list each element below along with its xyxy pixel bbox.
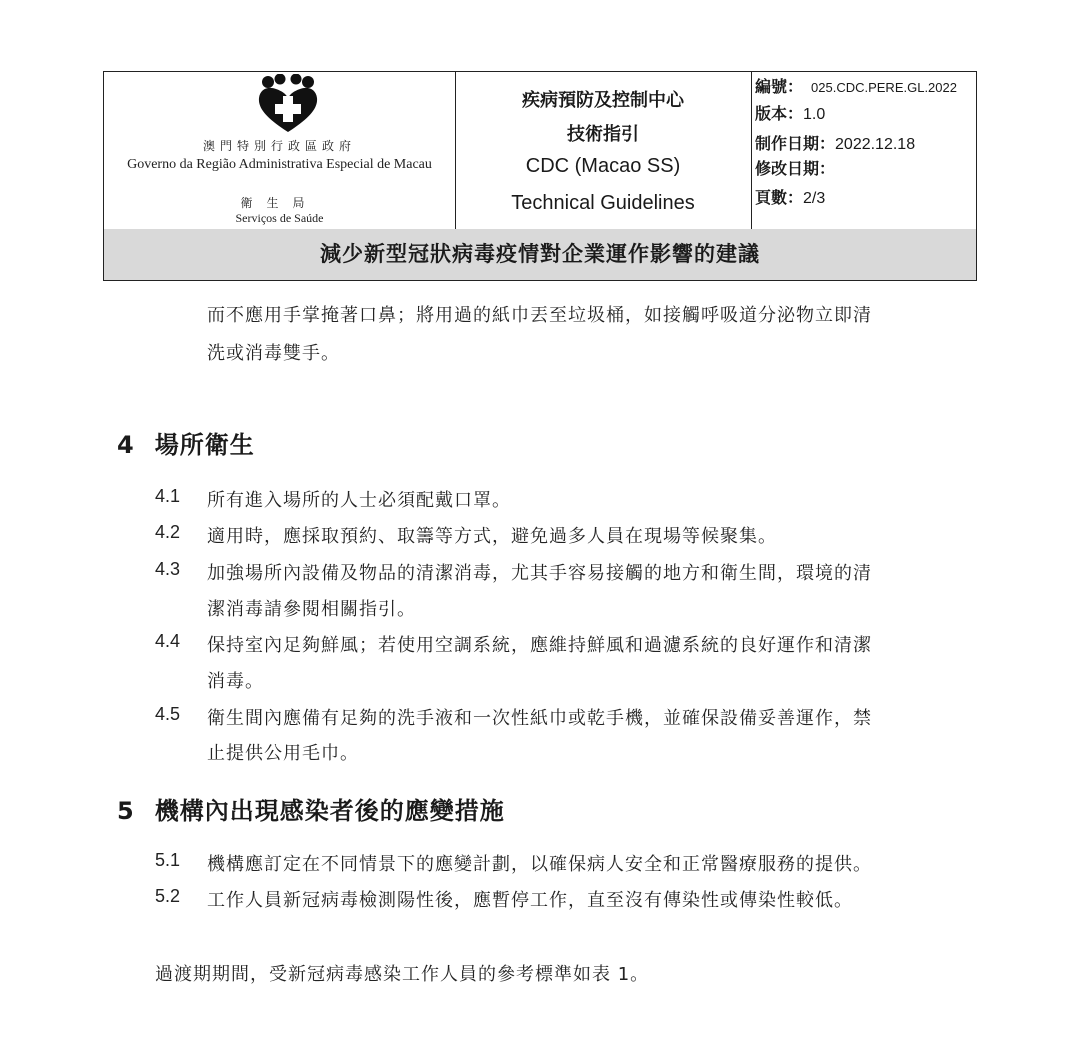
header-meta-cell [751,72,978,229]
doc-code: 編號： 025.CDC.PERE.GL.2022 [755,77,957,96]
header-center-cell [455,72,752,229]
doc-date: 制作日期：2022.12.18 [755,134,916,153]
item-text: 止提供公用毛巾。 [207,743,359,764]
item-number: 5.2 [155,886,181,906]
item-text: 衛生間內應備有足夠的洗手液和一次性紙巾或乾手機，並確保設備妥善運作，禁 [207,708,872,729]
health-bureau-name-pt: Serviços de Saúde [235,211,324,225]
continued-paragraph-line: 而不應用手掌掩著口鼻；將用過的紙巾丟至垃圾桶，如接觸呼吸道分泌物立即清 [207,305,872,326]
government-name-zh: 澳門特別行政區政府 [202,139,356,153]
item-text: 保持室內足夠鮮風；若使用空調系統，應維持鮮風和過濾系統的良好運作和清潔 [207,635,872,656]
header-logo-cell [104,72,456,229]
item-text: 機構應訂定在不同情景下的應變計劃，以確保病人安全和正常醫療服務的提供。 [207,854,872,875]
document-title: 減少新型冠狀病毒疫情對企業運作影響的建議 [104,229,976,280]
section-number: 4 [117,431,135,459]
footer-note: 過渡期期間，受新冠病毒感染工作人員的參考標準如表 1。 [155,964,650,985]
health-bureau-name-zh: 衛生局 [240,196,319,210]
item-text: 工作人員新冠病毒檢測陽性後，應暫停工作，直至沒有傳染性或傳染性較低。 [207,890,853,911]
item-text: 潔消毒請參閱相關指引。 [207,599,416,620]
cdc-name-en: CDC (Macao SS) [525,155,681,177]
item-number: 5.1 [155,850,181,870]
item-number: 4.1 [155,486,181,506]
cdc-name-zh: 疾病預防及控制中心 [522,90,684,111]
doc-revised-date: 修改日期： [755,159,836,178]
guideline-type-en: Technical Guidelines [511,192,695,214]
section-heading [117,425,255,460]
doc-pages: 頁數：2/3 [755,188,826,207]
item-text: 適用時，應採取預約、取籌等方式，避免過多人員在現場等候聚集。 [207,526,777,547]
item-text: 消毒。 [207,671,264,692]
doc-version: 版本：1.0 [755,104,826,123]
item-number: 4.2 [155,522,181,542]
section-heading [117,791,505,826]
item-number: 4.5 [155,704,181,724]
item-number: 4.4 [155,631,181,651]
government-name-pt: Governo da Região Administrativa Especial de Macau [127,157,432,172]
section-title: 機構內出現感染者後的應變措施 [154,797,505,825]
continued-paragraph-line: 洗或消毒雙手。 [207,343,340,364]
document-header [103,71,977,281]
item-text: 加強場所內設備及物品的清潔消毒，尤其手容易接觸的地方和衛生間，環境的清 [207,563,872,584]
section-number: 5 [117,797,135,825]
item-text: 所有進入場所的人士必須配戴口罩。 [207,490,511,511]
health-bureau-logo-icon [256,74,320,134]
header-top-row [104,72,976,230]
guideline-type-zh: 技術指引 [567,124,639,145]
section-title: 場所衛生 [154,431,255,459]
item-number: 4.3 [155,559,181,579]
